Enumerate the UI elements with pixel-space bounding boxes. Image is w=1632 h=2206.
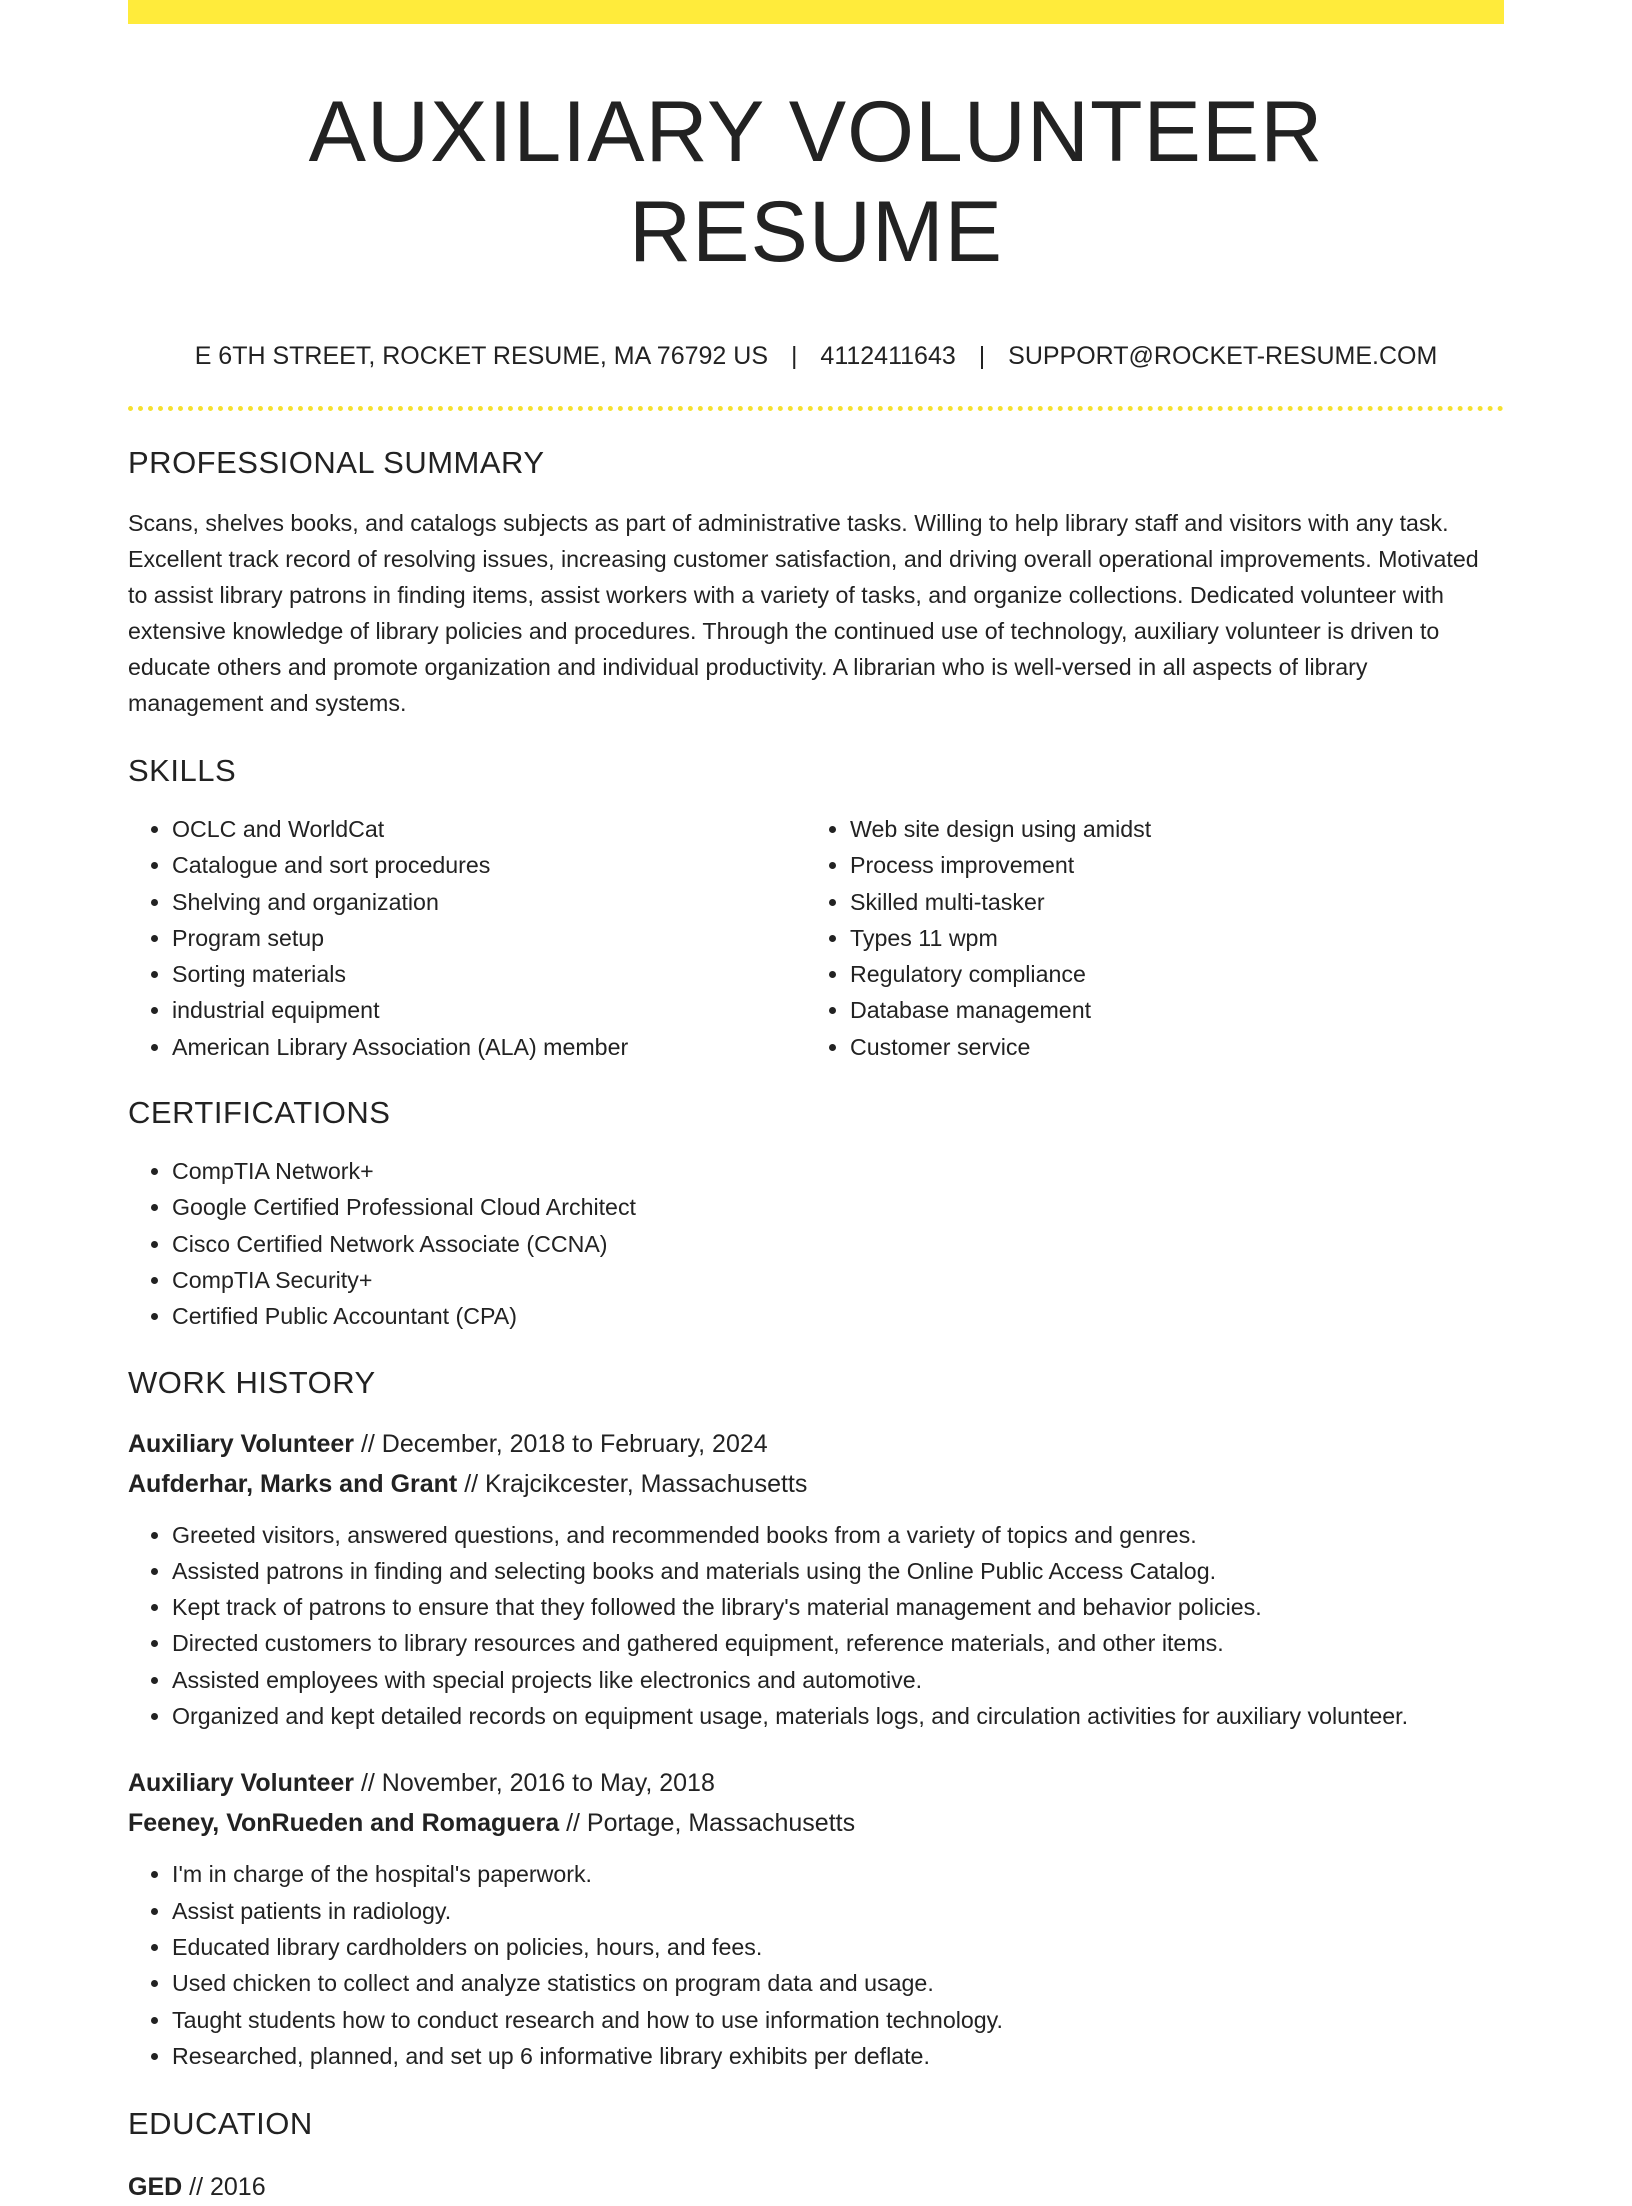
accent-top-bar [128,0,1504,24]
skill-item: • Regulatory compliance [850,956,1484,992]
job-bullet: • Greeted visitors, answered questions, and recommended books from a variety of topics and genres. [172,1517,1504,1553]
job-company-line [128,1465,1504,1503]
job-company-line [128,1804,1504,1842]
job-bullets [128,1517,1504,1735]
job-bullet: • Educated library cardholders on policies, hours, and fees. [172,1929,1504,1965]
job-company: Aufderhar, Marks and Grant [128,1469,458,1498]
education-entry [128,2168,1504,2206]
job-title-line [128,1425,1504,1463]
job-bullet: • Assist patients in radiology. [172,1893,1504,1929]
job-bullet: • Directed customers to library resources and gathered equipment, reference materials, and other items. [172,1625,1504,1661]
summary-heading: PROFESSIONAL SUMMARY [128,445,545,480]
skill-item: • Database management [850,992,1484,1028]
skill-item: • Skilled multi-tasker [850,884,1484,920]
skill-item: • Shelving and organization [172,884,806,920]
job-company: Feeney, VonRueden and Romaguera [128,1809,560,1838]
contact-address: E 6TH STREET, ROCKET RESUME, MA 76792 US [194,342,769,370]
skill-item: • Sorting materials [172,956,806,992]
contact-line [128,340,1504,372]
contact-phone: 4112411643 [820,342,956,370]
job-title: Auxiliary Volunteer [128,1769,354,1798]
certification-item: • Certified Public Accountant (CPA) [172,1298,1504,1334]
skills-list-right [806,811,1484,1065]
job-bullet: • Used chicken to collect and analyze statistics on program data and usage. [172,1965,1504,2001]
dotted-divider [128,406,1504,411]
certifications-heading: CERTIFICATIONS [128,1095,391,1131]
job-bullet: • I'm in charge of the hospital's paperwork. [172,1856,1504,1892]
skill-item: • Types 11 wpm [850,920,1484,956]
skill-item: • industrial equipment [172,992,806,1028]
skill-item: • Process improvement [850,847,1484,883]
certifications-list [128,1153,1504,1334]
page-title: AUXILIARY VOLUNTEER RESUME [308,84,1324,280]
job-location: // Krajcikcester, Massachusetts [464,1469,808,1498]
certification-item: • CompTIA Network+ [172,1153,1504,1189]
education-heading: EDUCATION [128,2106,313,2142]
job-dates: // December, 2018 to February, 2024 [360,1429,768,1458]
job-dates: // November, 2016 to May, 2018 [360,1769,715,1798]
job-location: // Portage, Massachusetts [566,1809,856,1838]
education-degree: GED [128,2173,183,2202]
education-year: // 2016 [189,2173,266,2202]
certification-item: • Cisco Certified Network Associate (CCNA) [172,1226,1504,1262]
job-title-line [128,1764,1504,1802]
skill-item: • Web site design using amidst [850,811,1484,847]
skills-column-left [128,811,806,1065]
job-bullet: • Assisted patrons in finding and selecting books and materials using the Online Public Access Catalog. [172,1553,1504,1589]
resume-page [128,0,1504,2206]
skill-item: • OCLC and WorldCat [172,811,806,847]
work-history-heading: WORK HISTORY [128,1364,376,1400]
certification-item: • CompTIA Security+ [172,1262,1504,1298]
job-bullet: • Kept track of patrons to ensure that they followed the library's material management and behavior policies. [172,1589,1504,1625]
skill-item: • American Library Association (ALA) member [172,1029,806,1065]
job-entry [128,1425,1504,1735]
contact-separator: | [978,342,986,370]
job-bullet: • Organized and kept detailed records on equipment usage, materials logs, and circulation activities for auxiliary volunteer. [172,1698,1504,1734]
job-bullets [128,1856,1504,2074]
contact-email: SUPPORT@ROCKET-RESUME.COM [1008,342,1438,370]
skills-columns [128,811,1504,1065]
job-bullet: • Assisted employees with special projects like electronics and automotive. [172,1662,1504,1698]
skill-item: • Program setup [172,920,806,956]
job-bullet: • Taught students how to conduct research and how to use information technology. [172,2002,1504,2038]
summary-text: Scans, shelves books, and catalogs subjects as part of administrative tasks. Willing to help library staff and visitors with any task. Excellent track record of resolving issues, increasing customer satisfaction, and driving overall operational improvements. Motivated to assist library patrons in finding items, assist workers with a variety of tasks, and organize collections. Dedicated volunteer with extensive knowledge of library policies and procedures. Through the continued use of technology, auxiliary volunteer is driven to educate others and promote organization and individual productivity. A librarian who is well-versed in all aspects of library management and systems. [128,510,1479,716]
skills-heading: SKILLS [128,753,237,788]
job-entry [128,1764,1504,2074]
job-bullet: • Researched, planned, and set up 6 informative library exhibits per deflate. [172,2038,1504,2074]
skills-list-left [128,811,806,1065]
skills-column-right [806,811,1484,1065]
job-title: Auxiliary Volunteer [128,1429,354,1458]
skill-item: • Catalogue and sort procedures [172,847,806,883]
skill-item: • Customer service [850,1029,1484,1065]
certification-item: • Google Certified Professional Cloud Architect [172,1189,1504,1225]
contact-separator: | [790,342,798,370]
